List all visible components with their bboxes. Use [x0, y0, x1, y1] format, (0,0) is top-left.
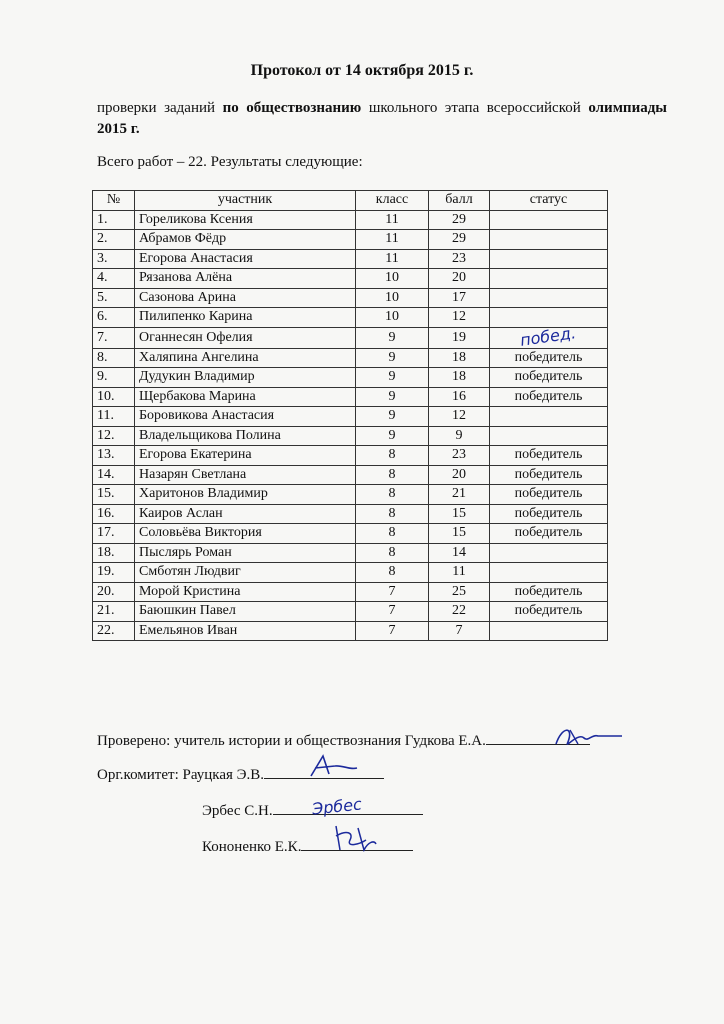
- table-row: [93, 543, 608, 563]
- cell-no: 4.: [93, 269, 135, 289]
- table-row: [93, 485, 608, 505]
- cell-score: 7: [429, 621, 490, 641]
- table-row: [93, 602, 608, 622]
- intro-paragraph: [97, 98, 667, 140]
- cell-score: 15: [429, 524, 490, 544]
- cell-status: победитель: [490, 524, 608, 544]
- cell-score: 16: [429, 387, 490, 407]
- checked-by-line: [97, 733, 590, 750]
- cell-status: победитель: [490, 446, 608, 466]
- table-row: [93, 210, 608, 230]
- cell-no: 16.: [93, 504, 135, 524]
- cell-name: Рязанова Алёна: [135, 269, 356, 289]
- cell-name: Абрамов Фёдр: [135, 230, 356, 250]
- cell-class: 8: [356, 543, 429, 563]
- document-title: Протокол от 14 октября 2015 г.: [250, 62, 474, 79]
- cell-class: 9: [356, 407, 429, 427]
- cell-score: 21: [429, 485, 490, 505]
- cell-class: 7: [356, 582, 429, 602]
- table-row: [93, 288, 608, 308]
- member2-label: Эрбес С.Н.: [202, 803, 273, 819]
- cell-class: 9: [356, 327, 429, 348]
- cell-score: 23: [429, 446, 490, 466]
- cell-class: 9: [356, 348, 429, 368]
- cell-class: 7: [356, 621, 429, 641]
- cell-name: Баюшкин Павел: [135, 602, 356, 622]
- handwritten-status: побед.: [519, 322, 578, 350]
- cell-no: 10.: [93, 387, 135, 407]
- table-row: [93, 348, 608, 368]
- table-row: [93, 308, 608, 328]
- cell-status: [490, 230, 608, 250]
- cell-status: победитель: [490, 368, 608, 388]
- cell-score: 29: [429, 210, 490, 230]
- cell-score: 14: [429, 543, 490, 563]
- cell-name: Смботян Людвиг: [135, 563, 356, 583]
- cell-name: Пыслярь Роман: [135, 543, 356, 563]
- cell-status: [490, 563, 608, 583]
- member3-label: Кононенко Е.К.: [202, 839, 302, 855]
- cell-score: 15: [429, 504, 490, 524]
- table-row: [93, 504, 608, 524]
- cell-no: 8.: [93, 348, 135, 368]
- cell-status: [490, 249, 608, 269]
- cell-status: победитель: [490, 582, 608, 602]
- table-row: [93, 563, 608, 583]
- header-score: балл: [429, 191, 490, 211]
- cell-no: 15.: [93, 485, 135, 505]
- cell-status: [490, 543, 608, 563]
- cell-class: 10: [356, 308, 429, 328]
- cell-class: 11: [356, 249, 429, 269]
- cell-status: победитель: [490, 602, 608, 622]
- table-header-row: [93, 191, 608, 211]
- table-row: [93, 387, 608, 407]
- cell-name: Емельянов Иван: [135, 621, 356, 641]
- intro-subject: по обществознанию: [222, 100, 362, 116]
- cell-class: 8: [356, 524, 429, 544]
- cell-score: 11: [429, 563, 490, 583]
- cell-no: 18.: [93, 543, 135, 563]
- cell-class: 7: [356, 602, 429, 622]
- cell-score: 20: [429, 269, 490, 289]
- signature-rautskaya: [305, 752, 365, 782]
- intro-prefix: проверки заданий: [97, 100, 223, 116]
- cell-score: 17: [429, 288, 490, 308]
- table-row: [93, 327, 608, 348]
- cell-no: 22.: [93, 621, 135, 641]
- cell-score: 20: [429, 465, 490, 485]
- table-row: [93, 368, 608, 388]
- cell-class: 9: [356, 426, 429, 446]
- cell-name: Гореликова Ксения: [135, 210, 356, 230]
- cell-no: 19.: [93, 563, 135, 583]
- cell-class: 8: [356, 563, 429, 583]
- results-table: [92, 190, 608, 641]
- cell-no: 3.: [93, 249, 135, 269]
- cell-status: [490, 269, 608, 289]
- table-row: [93, 230, 608, 250]
- cell-score: 9: [429, 426, 490, 446]
- cell-class: 9: [356, 368, 429, 388]
- cell-score: 12: [429, 407, 490, 427]
- table-row: [93, 465, 608, 485]
- cell-class: 11: [356, 230, 429, 250]
- cell-score: 25: [429, 582, 490, 602]
- cell-no: 1.: [93, 210, 135, 230]
- header-class: класс: [356, 191, 429, 211]
- cell-name: Халяпина Ангелина: [135, 348, 356, 368]
- cell-no: 9.: [93, 368, 135, 388]
- cell-class: 10: [356, 269, 429, 289]
- intro-middle: школьного этапа всероссийской: [361, 100, 589, 116]
- table-row: [93, 446, 608, 466]
- table-row: [93, 249, 608, 269]
- cell-name: Морой Кристина: [135, 582, 356, 602]
- cell-name: Боровикова Анастасия: [135, 407, 356, 427]
- cell-class: 8: [356, 504, 429, 524]
- cell-status: [490, 308, 608, 328]
- table-row: [93, 407, 608, 427]
- cell-score: 19: [429, 327, 490, 348]
- cell-class: 11: [356, 210, 429, 230]
- cell-class: 9: [356, 387, 429, 407]
- cell-score: 29: [429, 230, 490, 250]
- cell-status: победитель: [490, 504, 608, 524]
- table-row: [93, 621, 608, 641]
- header-name: участник: [135, 191, 356, 211]
- cell-name: Дудукин Владимир: [135, 368, 356, 388]
- summary-text: Всего работ – 22. Результаты следующие:: [97, 154, 363, 170]
- cell-status: победитель: [490, 348, 608, 368]
- cell-status: [490, 210, 608, 230]
- cell-status: [490, 407, 608, 427]
- cell-no: 12.: [93, 426, 135, 446]
- cell-no: 13.: [93, 446, 135, 466]
- header-status: статус: [490, 191, 608, 211]
- cell-name: Владельщикова Полина: [135, 426, 356, 446]
- signature-erbes: Эрбес: [311, 794, 363, 819]
- intro-olympiad: олимпиады 2015 г.: [97, 100, 668, 137]
- cell-no: 11.: [93, 407, 135, 427]
- table-row: [93, 582, 608, 602]
- member3-line: [202, 839, 413, 856]
- cell-score: 23: [429, 249, 490, 269]
- signature-kononenko: [330, 822, 380, 856]
- cell-name: Егорова Екатерина: [135, 446, 356, 466]
- signature-gudkova: [548, 722, 628, 752]
- cell-no: 20.: [93, 582, 135, 602]
- header-no: №: [93, 191, 135, 211]
- cell-name: Соловьёва Виктория: [135, 524, 356, 544]
- cell-name: Сазонова Арина: [135, 288, 356, 308]
- cell-name: Пилипенко Карина: [135, 308, 356, 328]
- cell-class: 8: [356, 485, 429, 505]
- cell-status: [490, 621, 608, 641]
- cell-status: победитель: [490, 465, 608, 485]
- cell-status: [490, 322, 608, 350]
- table-row: [93, 524, 608, 544]
- cell-name: Щербакова Марина: [135, 387, 356, 407]
- cell-name: Назарян Светлана: [135, 465, 356, 485]
- cell-no: 5.: [93, 288, 135, 308]
- cell-no: 7.: [93, 327, 135, 348]
- cell-name: Егорова Анастасия: [135, 249, 356, 269]
- table-row: [93, 269, 608, 289]
- cell-no: 14.: [93, 465, 135, 485]
- cell-status: [490, 426, 608, 446]
- cell-score: 12: [429, 308, 490, 328]
- cell-name: Оганнесян Офелия: [135, 327, 356, 348]
- cell-score: 22: [429, 602, 490, 622]
- cell-class: 8: [356, 446, 429, 466]
- cell-no: 17.: [93, 524, 135, 544]
- cell-status: победитель: [490, 387, 608, 407]
- cell-no: 21.: [93, 602, 135, 622]
- cell-status: [490, 288, 608, 308]
- cell-score: 18: [429, 368, 490, 388]
- cell-no: 6.: [93, 308, 135, 328]
- cell-score: 18: [429, 348, 490, 368]
- committee-label: Орг.комитет: Рауцкая Э.В.: [97, 767, 265, 783]
- cell-status: победитель: [490, 485, 608, 505]
- cell-class: 8: [356, 465, 429, 485]
- table-row: [93, 426, 608, 446]
- cell-name: Каиров Аслан: [135, 504, 356, 524]
- cell-name: Харитонов Владимир: [135, 485, 356, 505]
- cell-no: 2.: [93, 230, 135, 250]
- cell-class: 10: [356, 288, 429, 308]
- checked-by-label: Проверено: учитель истории и обществознания Гудкова Е.А.: [97, 733, 486, 749]
